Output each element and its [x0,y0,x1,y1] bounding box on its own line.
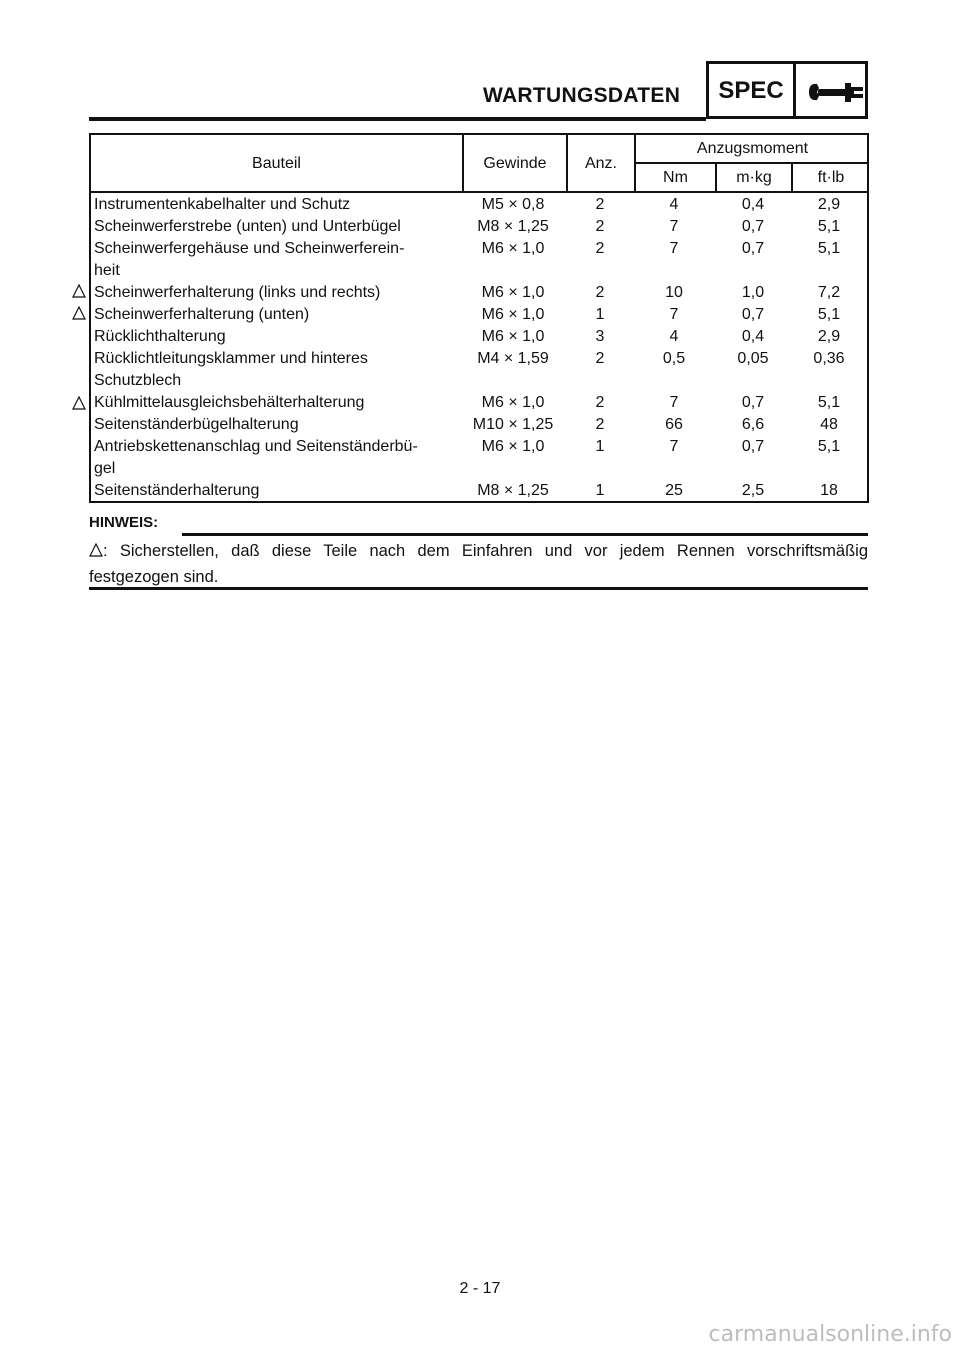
page-number: 2 - 17 [459,1280,501,1297]
cell-part: Antriebskettenanschlag und Seitenständerbü- [94,438,418,455]
cell-nm: 25 [665,482,683,499]
cell-part-continued: gel [94,460,116,477]
cell-thread: M6 × 1,0 [481,240,545,257]
note-text [89,538,868,590]
cell-mkg: 1,0 [741,284,765,301]
note-body: : Sicherstellen, daß diese Teile nach dem Einfahren und vor jedem Rennen vorschriftsmäßig festgezogen sind. [89,542,868,586]
cell-part: Seitenständerhalterung [94,482,260,499]
cell-ftlb: 0,36 [813,350,845,367]
cell-mkg: 0,05 [737,350,769,367]
cell-mkg: 0,4 [741,196,765,213]
cell-qty: 2 [595,218,605,235]
cell-qty: 2 [595,284,605,301]
cell-thread: M6 × 1,0 [481,394,545,411]
header-part: Bauteil [252,155,301,172]
cell-ftlb: 48 [820,416,838,433]
cell-ftlb: 2,9 [817,328,841,345]
torque-table [89,133,869,503]
cell-qty: 2 [595,416,605,433]
note-end-rule [89,587,868,590]
header-rule [89,117,706,121]
cell-mkg: 0,7 [741,240,765,257]
cell-nm: 0,5 [662,350,686,367]
cell-nm: 66 [665,416,683,433]
cell-part: Scheinwerferstrebe (unten) und Unterbügel [94,218,401,235]
cell-qty: 1 [595,306,605,323]
cell-thread: M6 × 1,0 [481,328,545,345]
cell-part: Scheinwerferhalterung (links und rechts) [94,284,381,301]
cell-thread: M8 × 1,25 [477,482,549,499]
cell-thread: M8 × 1,25 [477,218,549,235]
cell-mkg: 6,6 [741,416,765,433]
header-qty: Anz. [584,155,617,172]
header-thread: Gewinde [483,155,547,172]
triangle-marker-icon [72,396,86,410]
cell-part: Rücklichtleitungsklammer und hinteres [94,350,368,367]
cell-mkg: 0,7 [741,306,765,323]
cell-part: Instrumentenkabelhalter und Schutz [94,196,351,213]
badge-divider [793,64,796,116]
cell-nm: 7 [669,218,679,235]
cell-qty: 1 [595,482,605,499]
cell-ftlb: 2,9 [817,196,841,213]
cell-part-continued: heit [94,262,120,279]
cell-part: Seitenständerbügelhalterung [94,416,299,433]
note-label: HINWEIS: [89,514,159,531]
cell-thread: M6 × 1,0 [481,438,545,455]
cell-qty: 2 [595,394,605,411]
cell-nm: 4 [669,196,679,213]
cell-ftlb: 18 [820,482,838,499]
header-subrule [634,162,869,164]
spec-badge [706,61,868,119]
header-bottom-rule [91,191,867,193]
cell-nm: 7 [669,306,679,323]
cell-ftlb: 5,1 [817,438,841,455]
wrench-icon [805,78,865,108]
page-title: WARTUNGSDATEN [483,84,681,107]
cell-thread: M6 × 1,0 [481,306,545,323]
cell-part: Scheinwerfergehäuse und Scheinwerferein- [94,240,405,257]
cell-ftlb: 5,1 [817,306,841,323]
cell-nm: 10 [665,284,683,301]
header-torque: Anzugsmoment [696,140,809,157]
triangle-marker-icon [89,543,103,557]
cell-mkg: 0,4 [741,328,765,345]
cell-mkg: 0,7 [741,438,765,455]
cell-thread: M5 × 0,8 [481,196,545,213]
cell-qty: 2 [595,196,605,213]
header-nm: Nm [663,169,688,186]
cell-qty: 2 [595,240,605,257]
cell-nm: 7 [669,438,679,455]
triangle-marker-icon [72,306,86,320]
cell-thread: M10 × 1,25 [472,416,554,433]
cell-ftlb: 7,2 [817,284,841,301]
cell-ftlb: 5,1 [817,218,841,235]
cell-nm: 7 [669,240,679,257]
cell-part: Scheinwerferhalterung (unten) [94,306,310,323]
cell-thread: M4 × 1,59 [477,350,549,367]
note-rule [182,533,868,536]
cell-part: Rücklichthalterung [94,328,226,345]
spec-label: SPEC [718,77,784,104]
cell-nm: 4 [669,328,679,345]
header-ftlb: ft·lb [817,169,845,186]
triangle-marker-icon [72,284,86,298]
cell-mkg: 0,7 [741,394,765,411]
cell-ftlb: 5,1 [817,394,841,411]
header-mkg: m·kg [736,169,772,186]
cell-part: Kühlmittelausgleichsbehälterhalterung [94,394,365,411]
cell-qty: 1 [595,438,605,455]
cell-nm: 7 [669,394,679,411]
watermark: carmanualsonline.info [708,1322,952,1347]
cell-thread: M6 × 1,0 [481,284,545,301]
cell-qty: 3 [595,328,605,345]
cell-ftlb: 5,1 [817,240,841,257]
cell-qty: 2 [595,350,605,367]
cell-mkg: 2,5 [741,482,765,499]
cell-mkg: 0,7 [741,218,765,235]
cell-part-continued: Schutzblech [94,372,182,389]
